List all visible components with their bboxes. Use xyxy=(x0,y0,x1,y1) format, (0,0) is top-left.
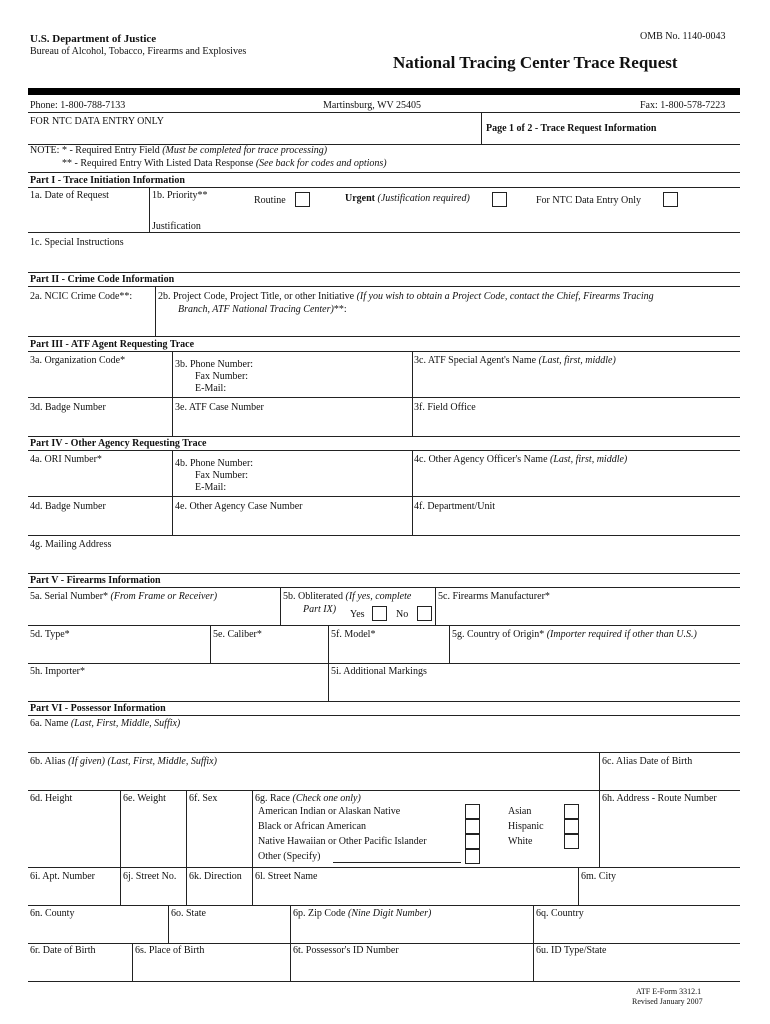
urgent-label: Urgent (Justification required) xyxy=(345,193,470,204)
field-6o-label: 6o. State xyxy=(171,908,206,919)
field-4d-label: 4d. Badge Number xyxy=(30,501,106,512)
divider xyxy=(28,573,740,574)
ntc-only-label: For NTC Data Entry Only xyxy=(536,195,641,206)
field-2b-label: 2b. Project Code, Project Title, or other Initiative (If you wish to obtain a Project Code, contact the Chief, Firearms Tracing xyxy=(158,291,654,302)
divider xyxy=(28,112,740,113)
page-title: National Tracing Center Trace Request xyxy=(393,53,678,72)
field-1a-label: 1a. Date of Request xyxy=(30,190,109,201)
divider xyxy=(210,625,211,663)
divider xyxy=(28,790,740,791)
bureau-name: Bureau of Alcohol, Tobacco, Firearms and Explosives xyxy=(30,46,247,57)
part-1-title: Part I - Trace Initiation Information xyxy=(30,175,185,186)
field-5g-label: 5g. Country of Origin* (Importer required if other than U.S.) xyxy=(452,629,697,640)
field-5a-label: 5a. Serial Number* (From Frame or Receiver) xyxy=(30,591,218,602)
field-4e-label: 4e. Other Agency Case Number xyxy=(175,501,303,512)
divider xyxy=(132,943,133,981)
divider xyxy=(28,272,740,273)
yes-label: Yes xyxy=(350,609,365,620)
divider xyxy=(449,625,450,663)
field-4b-fax: Fax Number: xyxy=(195,470,249,481)
field-6k-label: 6k. Direction xyxy=(189,871,242,882)
divider xyxy=(172,450,173,535)
divider xyxy=(172,351,173,436)
fax: Fax: 1-800-578-7223 xyxy=(640,100,726,111)
part-5-title: Part V - Firearms Information xyxy=(30,575,161,586)
race-hispanic-checkbox[interactable] xyxy=(564,819,579,834)
divider xyxy=(412,450,413,535)
race-hawaiian-checkbox[interactable] xyxy=(465,834,480,849)
divider xyxy=(28,535,740,536)
obliterated-no-checkbox[interactable] xyxy=(417,606,432,621)
divider xyxy=(28,715,740,716)
field-6f-label: 6f. Sex xyxy=(189,793,218,804)
field-1b-label: 1b. Priority** xyxy=(152,190,208,201)
routine-checkbox[interactable] xyxy=(295,192,310,207)
field-3e-label: 3e. ATF Case Number xyxy=(175,402,264,413)
field-2a-label: 2a. NCIC Crime Code**: xyxy=(30,291,133,302)
divider xyxy=(252,867,253,905)
field-6q-label: 6q. Country xyxy=(536,908,584,919)
page-info: Page 1 of 2 - Trace Request Information xyxy=(486,123,657,134)
divider xyxy=(28,943,740,944)
field-6m-label: 6m. City xyxy=(581,871,617,882)
field-6g-label: 6g. Race (Check one only) xyxy=(255,793,361,804)
divider xyxy=(28,351,740,352)
race-american-indian-checkbox[interactable] xyxy=(465,804,480,819)
part-6-title: Part VI - Possessor Information xyxy=(30,703,166,714)
field-3b-label: 3b. Phone Number: xyxy=(175,359,254,370)
part-3-title: Part III - ATF Agent Requesting Trace xyxy=(30,339,195,350)
part-4-title: Part IV - Other Agency Requesting Trace xyxy=(30,438,207,449)
header-rule xyxy=(28,88,740,95)
field-6i-label: 6i. Apt. Number xyxy=(30,871,95,882)
other-specify-line[interactable] xyxy=(333,862,461,863)
race-option-white: White xyxy=(508,836,533,847)
divider xyxy=(28,752,740,753)
divider xyxy=(149,187,150,232)
divider xyxy=(28,286,740,287)
field-6n-label: 6n. County xyxy=(30,908,75,919)
race-option-american-indian: American Indian or Alaskan Native xyxy=(258,806,401,817)
divider xyxy=(28,905,740,906)
divider xyxy=(28,187,740,188)
field-6c-label: 6c. Alias Date of Birth xyxy=(602,756,693,767)
divider xyxy=(186,790,187,867)
field-6a-label: 6a. Name (Last, First, Middle, Suffix) xyxy=(30,718,181,729)
field-4c-label: 4c. Other Agency Officer's Name (Last, first, middle) xyxy=(414,454,628,465)
field-4g-label: 4g. Mailing Address xyxy=(30,539,112,550)
field-5d-label: 5d. Type* xyxy=(30,629,70,640)
field-5b-label: 5b. Obliterated (If yes, complete xyxy=(283,591,412,602)
field-5b-note: Part IX) xyxy=(303,604,337,615)
race-option-hispanic: Hispanic xyxy=(508,821,544,832)
divider xyxy=(28,587,740,588)
phone: Phone: 1-800-788-7133 xyxy=(30,100,126,111)
field-3d-label: 3d. Badge Number xyxy=(30,402,106,413)
divider xyxy=(599,752,600,867)
divider xyxy=(28,496,740,497)
justification-label: Justification xyxy=(152,221,201,232)
field-4f-label: 4f. Department/Unit xyxy=(414,501,496,512)
field-6j-label: 6j. Street No. xyxy=(123,871,177,882)
race-option-hawaiian: Native Hawaiian or Other Pacific Islander xyxy=(258,836,427,847)
divider xyxy=(252,790,253,867)
field-6t-label: 6t. Possessor's ID Number xyxy=(293,945,399,956)
divider xyxy=(28,232,740,233)
divider xyxy=(578,867,579,905)
field-6d-label: 6d. Height xyxy=(30,793,73,804)
race-option-asian: Asian xyxy=(508,806,532,817)
field-2b-note: Branch, ATF National Tracing Center)**: xyxy=(178,304,347,315)
routine-label: Routine xyxy=(254,195,286,206)
note-line-1: NOTE: * - Required Entry Field (Must be completed for trace processing) xyxy=(30,145,328,156)
note-line-2: ** - Required Entry With Listed Data Response (See back for codes and options) xyxy=(62,158,387,169)
divider xyxy=(28,981,740,982)
field-3c-label: 3c. ATF Special Agent's Name (Last, first, middle) xyxy=(414,355,616,366)
divider xyxy=(28,436,740,437)
field-5e-label: 5e. Caliber* xyxy=(213,629,262,640)
field-3b-email: E-Mail: xyxy=(195,383,227,394)
field-6l-label: 6l. Street Name xyxy=(255,871,318,882)
race-option-other: Other (Specify) xyxy=(258,851,321,862)
divider xyxy=(481,112,482,144)
divider xyxy=(280,587,281,625)
field-1c-label: 1c. Special Instructions xyxy=(30,237,124,248)
field-4b-label: 4b. Phone Number: xyxy=(175,458,254,469)
field-4b-email: E-Mail: xyxy=(195,482,227,493)
field-6e-label: 6e. Weight xyxy=(123,793,166,804)
race-black-checkbox[interactable] xyxy=(465,819,480,834)
no-label: No xyxy=(396,609,409,620)
field-3f-label: 3f. Field Office xyxy=(414,402,476,413)
dept-name: U.S. Department of Justice xyxy=(30,33,157,45)
race-white-checkbox[interactable] xyxy=(564,834,579,849)
obliterated-yes-checkbox[interactable] xyxy=(372,606,387,621)
ntc-entry-label: FOR NTC DATA ENTRY ONLY xyxy=(30,116,164,127)
field-6p-label: 6p. Zip Code (Nine Digit Number) xyxy=(293,908,432,919)
field-5i-label: 5i. Additional Markings xyxy=(331,666,427,677)
divider xyxy=(412,351,413,436)
divider xyxy=(28,172,740,173)
divider xyxy=(28,701,740,702)
divider xyxy=(120,790,121,905)
field-6s-label: 6s. Place of Birth xyxy=(135,945,205,956)
field-6u-label: 6u. ID Type/State xyxy=(536,945,607,956)
city: Martinsburg, WV 25405 xyxy=(323,100,422,111)
field-5f-label: 5f. Model* xyxy=(331,629,376,640)
field-4a-label: 4a. ORI Number* xyxy=(30,454,102,465)
divider xyxy=(28,663,740,664)
divider xyxy=(168,905,169,943)
divider xyxy=(28,336,740,337)
race-other-checkbox[interactable] xyxy=(465,849,480,864)
form-number: ATF E-Form 3312.1 xyxy=(636,987,702,996)
divider xyxy=(28,625,740,626)
part-2-title: Part II - Crime Code Information xyxy=(30,274,175,285)
revised-date: Revised January 2007 xyxy=(632,997,703,1006)
urgent-checkbox[interactable] xyxy=(492,192,507,207)
ntc-only-checkbox[interactable] xyxy=(663,192,678,207)
field-3b-fax: Fax Number: xyxy=(195,371,249,382)
omb-number: OMB No. 1140-0043 xyxy=(640,31,726,42)
field-5h-label: 5h. Importer* xyxy=(30,666,85,677)
race-option-black: Black or African American xyxy=(258,821,367,832)
field-6h-label: 6h. Address - Route Number xyxy=(602,793,717,804)
field-6b-label: 6b. Alias (If given) (Last, First, Middle, Suffix) xyxy=(30,756,217,767)
divider xyxy=(28,450,740,451)
race-asian-checkbox[interactable] xyxy=(564,804,579,819)
field-3a-label: 3a. Organization Code* xyxy=(30,355,126,366)
divider xyxy=(155,286,156,336)
divider xyxy=(435,587,436,625)
field-5c-label: 5c. Firearms Manufacturer* xyxy=(438,591,550,602)
divider xyxy=(28,397,740,398)
field-6r-label: 6r. Date of Birth xyxy=(30,945,96,956)
divider xyxy=(28,867,740,868)
divider xyxy=(186,867,187,905)
